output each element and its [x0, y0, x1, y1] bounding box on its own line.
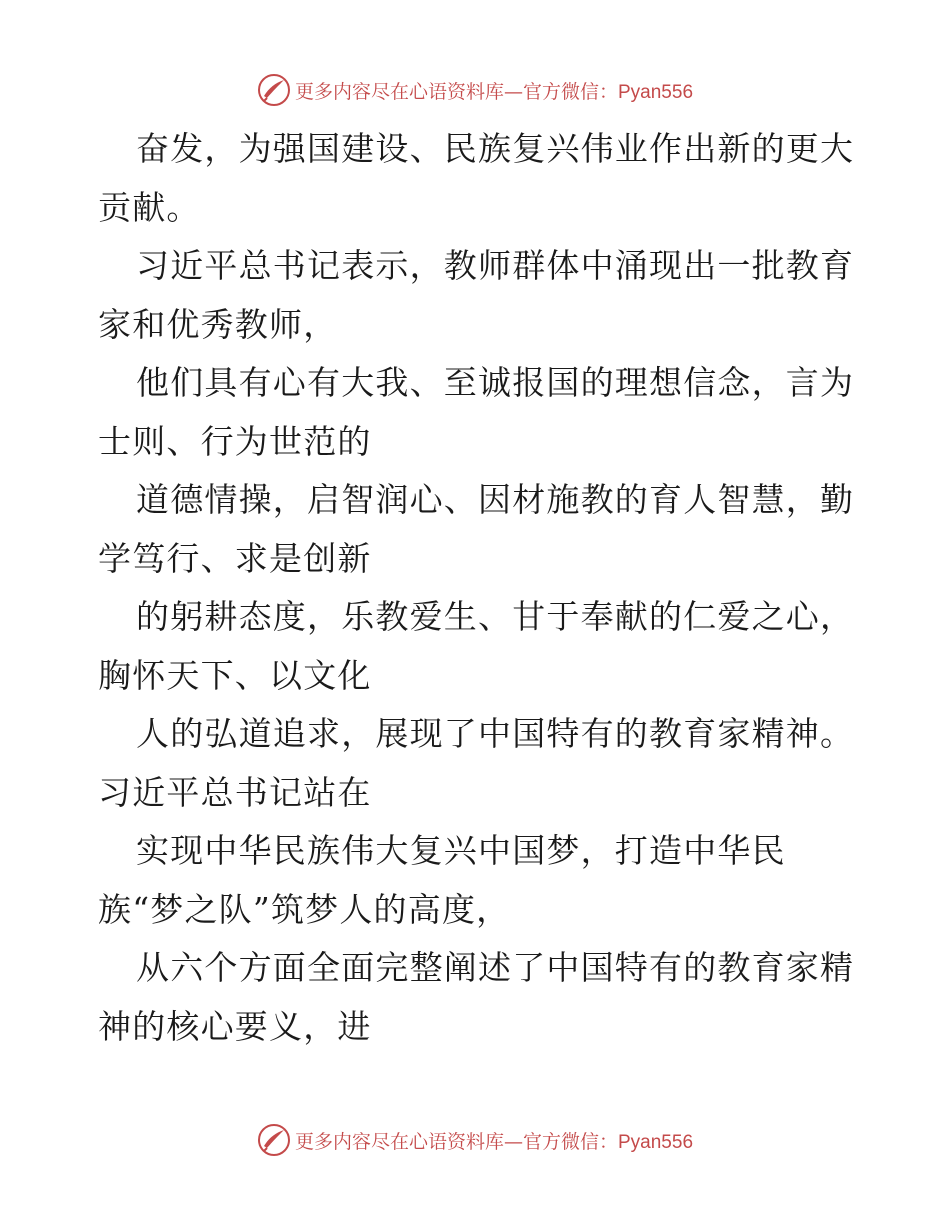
text-line: 习近平总书记站在 [98, 772, 372, 812]
text-line: 贡献。 [98, 187, 201, 227]
footer-banner [0, 1120, 950, 1160]
text-line: 的躬耕态度，乐教爱生、甘于奉献的仁爱之心， [136, 597, 855, 636]
text-line: 胸怀天下、以文化 [98, 655, 372, 695]
text-line: 奋发，为强国建设、民族复兴伟业作出新的更大 [136, 129, 855, 168]
text-line: 学笃行、求是创新 [98, 538, 372, 578]
text-line: 人的弘道追求，展现了中国特有的教育家精神。 [136, 714, 855, 753]
header-banner [0, 70, 950, 110]
text-line: 神的核心要义，进 [98, 1006, 372, 1046]
text-line: 习近平总书记表示，教师群体中涌现出一批教育 [136, 246, 855, 285]
text-line: 士则、行为世范的 [98, 421, 372, 461]
document-body [98, 120, 858, 1056]
text-line: 家和优秀教师， [98, 304, 338, 344]
quill-pen-logo-icon [257, 73, 291, 107]
quill-pen-logo-icon [257, 1123, 291, 1157]
text-line: 从六个方面全面完整阐述了中国特有的教育家精 [136, 948, 855, 987]
header-banner-text: 更多内容尽在心语资料库—官方微信：Pyan556 [294, 80, 694, 103]
text-line: 实现中华民族伟大复兴中国梦，打造中华民 [136, 831, 786, 870]
text-line: 他们具有心有大我、至诚报国的理想信念，言为 [136, 363, 855, 402]
footer-banner-text: 更多内容尽在心语资料库—官方微信：Pyan556 [294, 1130, 694, 1153]
text-line: 道德情操，启智润心、因材施教的育人智慧，勤 [136, 480, 855, 519]
text-line: 族“梦之队”筑梦人的高度， [98, 889, 511, 929]
